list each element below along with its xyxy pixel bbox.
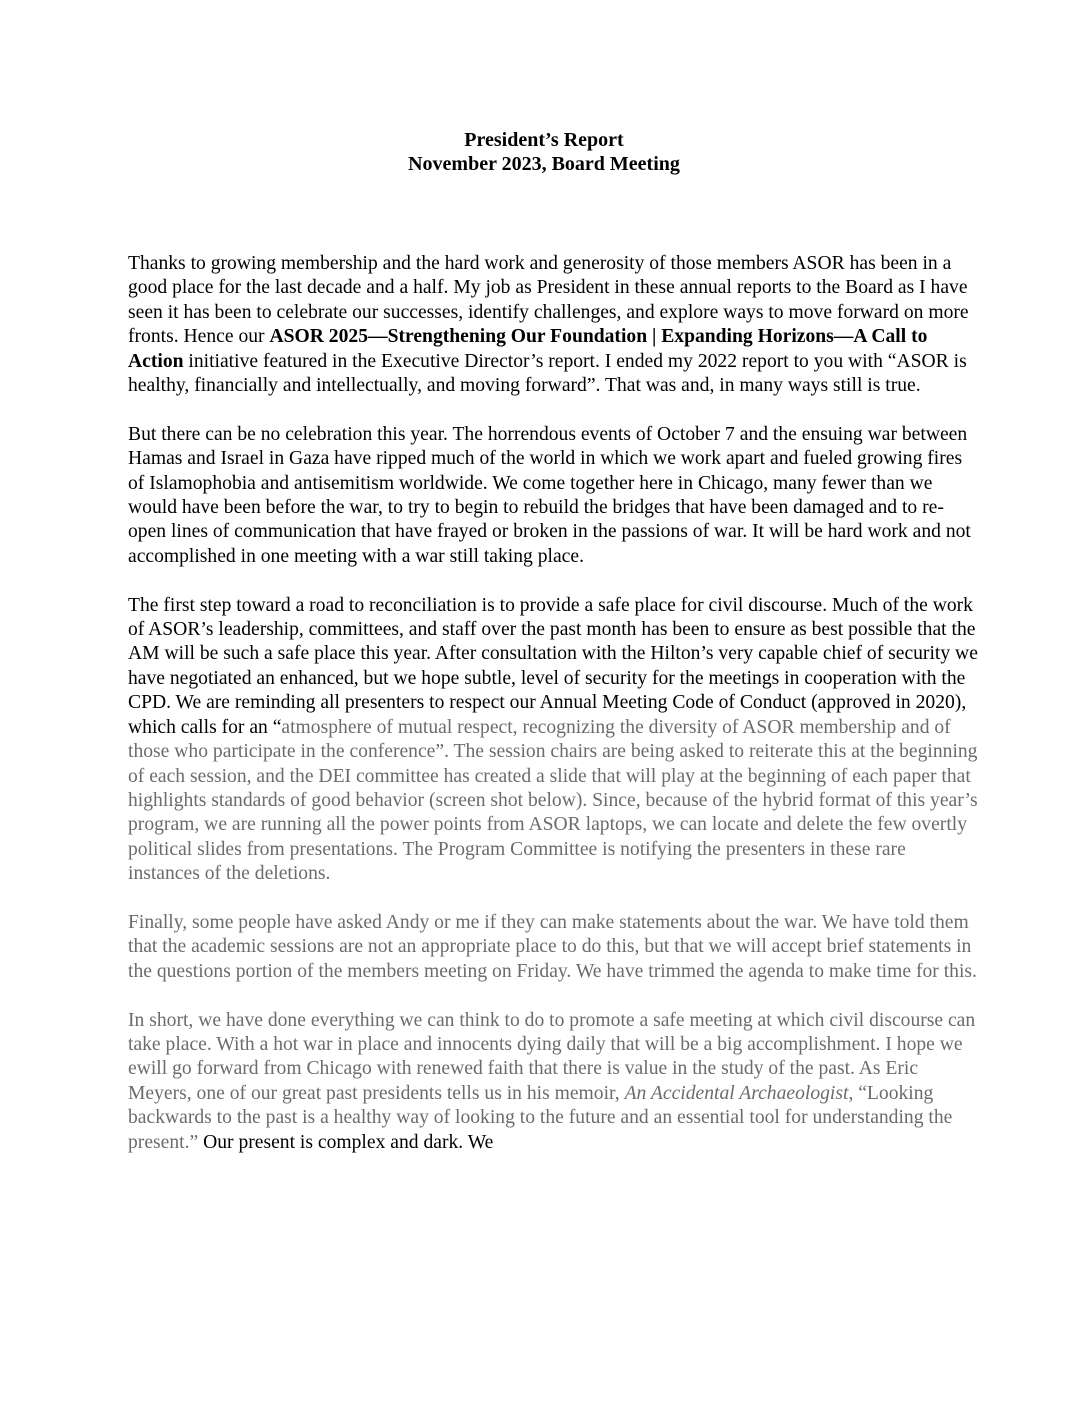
report-subtitle: November 2023, Board Meeting (408, 153, 680, 175)
code-of-conduct-quote: atmosphere of mutual respect, recognizing the diversity of ASOR membership and of those who participate in the conference”. The session chairs are being asked to reiterate this at the beginning of each session, and the DEI committee has created a slide that will play at the beginning of each paper that highlights standards of good behavior (screen shot below). Since, because of the hybrid format of this year’s program, we are running all the power points from ASOR laptops, we can locate and delete the few overtly political slides from presentations. The Program Committee is notifying the presenters in these rare instances of the deletions. (128, 716, 978, 885)
paragraph-statements: Finally, some people have asked Andy or me if they can make statements about the war. We have told them that the academic sessions are not an appropriate place to do this, but that we will accept brief statements in the questions portion of the members meeting on Friday. We have trimmed the agenda to make time for this. (128, 911, 977, 982)
paragraph-summary-text-a: In short, we have done everything we can think to do to promote a safe meeting at which civil discourse can take place. With a hot war in place and innocents dying daily that will be a big accomplishment. I hope we ewill go forward from Chicago with renewed faith that there is value in the study of the past. As Eric Meyers, one of our great past presidents tells us in his memoir, (128, 1009, 976, 1104)
report-body (128, 252, 978, 1179)
paragraph-intro (128, 252, 978, 398)
initiative-name: ASOR 2025—Strengthening Our Foundation | Expanding Horizons—A Call to Action (128, 326, 928, 372)
memoir-title: An Accidental Archaeologist (624, 1082, 849, 1104)
paragraph-safety-text: The first step toward a road to reconciliation is to provide a safe place for civil discourse. Much of the work of ASOR’s leadership, committees, and staff over the past month has been to ensure as best possible that the AM will be such a safe place this year. After consultation with the Hilton’s very capable chief of security we have negotiated an enhanced, but we hope subtle, level of security for the meetings in cooperation with the CPD. We are reminding all presenters to respect our Annual Meeting Code of Conduct (approved in 2020), which calls for an “ (128, 594, 978, 738)
paragraph-intro-text-b: initiative featured in the Executive Director’s report. I ended my 2022 report to you with “ASOR is healthy, financially and intellectually, and moving forward”. That was and, in many ways still is true. (128, 350, 967, 397)
report-header (0, 128, 1088, 176)
paragraph-summary-text-c: Our present is complex and dark. We (203, 1131, 494, 1153)
paragraph-intro-text-a: Thanks to growing membership and the hard work and generosity of those members ASOR has been in a good place for the last decade and a half. My job as President in these annual reports to the Board as I have seen it has been to celebrate our successes, identify challenges, and explore ways to move forward on more fronts. Hence our (128, 253, 969, 348)
paragraph-summary-text-b: , “Looking backwards to the past is a healthy way of looking to the future and an essential tool for understanding the present.” (128, 1082, 953, 1153)
report-title: President’s Report (464, 129, 624, 151)
paragraph-war: But there can be no celebration this year. The horrendous events of October 7 and the ensuing war between Hamas and Israel in Gaza have ripped much of the world in which we work apart and fueled growing fires of Islamophobia and antisemitism worldwide. We come together here in Chicago, many fewer than we would have been before the war, to try to begin to rebuild the bridges that have been damaged and to re-open lines of communication that have frayed or broken in the passions of war. It will be hard work and not accomplished in one meeting with a war still taking place. (128, 423, 971, 567)
paragraph-safety (128, 594, 978, 887)
paragraph-summary (128, 1009, 978, 1155)
